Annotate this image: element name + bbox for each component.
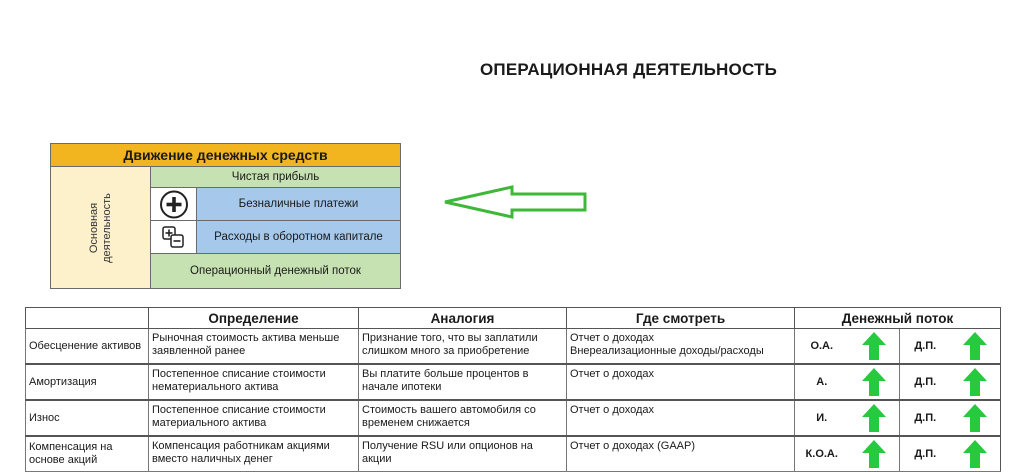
net-income-row: Чистая прибыль bbox=[151, 167, 400, 188]
definition-cell: Компенсация работникам акциями вместо наличных денег bbox=[149, 436, 359, 472]
up-arrow-cell bbox=[951, 329, 1001, 365]
flow-to-cell: Д.П. bbox=[900, 329, 951, 365]
row-label: Обесценение активов bbox=[26, 329, 149, 365]
flow-from-cell: И. bbox=[795, 400, 849, 436]
working-capital-row: Расходы в оборотном капитале bbox=[197, 221, 400, 254]
side-label-text: Основная деятельность bbox=[87, 192, 113, 263]
flow-from-cell: О.А. bbox=[795, 329, 849, 365]
green-up-arrow-icon bbox=[951, 331, 1001, 361]
green-up-arrow-icon bbox=[951, 367, 1001, 397]
green-up-arrow-icon bbox=[849, 367, 900, 397]
green-up-arrow-icon bbox=[849, 403, 900, 433]
table-header bbox=[26, 308, 149, 329]
where-cell: Отчет о доходах (GAAP) bbox=[567, 436, 795, 472]
analogy-cell: Вы платите больше процентов в начале ипотеки bbox=[359, 364, 567, 400]
flow-from-cell: А. bbox=[795, 364, 849, 400]
analogy-cell: Признание того, что вы заплатили слишком много за приобретение bbox=[359, 329, 567, 365]
row-label: Амортизация bbox=[26, 364, 149, 400]
table-row bbox=[26, 400, 1001, 436]
plus-minus-icon bbox=[151, 221, 197, 254]
green-up-arrow-icon bbox=[951, 439, 1001, 469]
green-up-arrow-icon bbox=[849, 439, 900, 469]
green-up-arrow-icon bbox=[951, 403, 1001, 433]
row-label: Износ bbox=[26, 400, 149, 436]
cash-flow-header: Движение денежных средств bbox=[51, 144, 400, 167]
up-arrow-cell bbox=[951, 400, 1001, 436]
definition-cell: Постепенное списание стоимости материального актива bbox=[149, 400, 359, 436]
flow-to-cell: Д.П. bbox=[900, 400, 951, 436]
table-row bbox=[26, 364, 1001, 400]
page-title: ОПЕРАЦИОННАЯ ДЕЯТЕЛЬНОСТЬ bbox=[479, 60, 778, 79]
analogy-cell: Стоимость вашего автомобиля со временем снижается bbox=[359, 400, 567, 436]
cash-flow-side-label bbox=[51, 167, 151, 288]
up-arrow-cell bbox=[951, 364, 1001, 400]
green-up-arrow-icon bbox=[849, 331, 900, 361]
flow-to-cell: Д.П. bbox=[900, 364, 951, 400]
up-arrow-cell bbox=[849, 400, 900, 436]
up-arrow-cell bbox=[849, 329, 900, 365]
where-cell: Отчет о доходах bbox=[567, 364, 795, 400]
noncash-row: Безналичные платежи bbox=[197, 188, 400, 221]
cash-flow-diagram bbox=[50, 143, 401, 289]
up-arrow-cell bbox=[849, 364, 900, 400]
row-label: Компенсация на основе акций bbox=[26, 436, 149, 472]
up-arrow-cell bbox=[849, 436, 900, 472]
flow-to-cell: Д.П. bbox=[900, 436, 951, 472]
definition-cell: Постепенное списание стоимости нематериального актива bbox=[149, 364, 359, 400]
plus-circle-icon bbox=[151, 188, 197, 221]
table-header: Определение bbox=[149, 308, 359, 329]
where-cell: Отчет о доходах Внереализационные доходы/расходы bbox=[567, 329, 795, 365]
definition-cell: Рыночная стоимость актива меньше заявленной ранее bbox=[149, 329, 359, 365]
flow-from-cell: К.О.А. bbox=[795, 436, 849, 472]
where-cell: Отчет о доходах bbox=[567, 400, 795, 436]
table-row bbox=[26, 436, 1001, 472]
up-arrow-cell bbox=[951, 436, 1001, 472]
left-arrow-icon bbox=[442, 184, 590, 220]
table-header: Аналогия bbox=[359, 308, 567, 329]
operating-items-table bbox=[25, 307, 1001, 472]
table-header-row bbox=[26, 308, 1001, 329]
analogy-cell: Получение RSU или опционов на акции bbox=[359, 436, 567, 472]
table-header: Где смотреть bbox=[567, 308, 795, 329]
table-row bbox=[26, 329, 1001, 365]
table-header: Денежный поток bbox=[795, 308, 1001, 329]
operating-cash-flow-row: Операционный денежный поток bbox=[151, 254, 400, 288]
